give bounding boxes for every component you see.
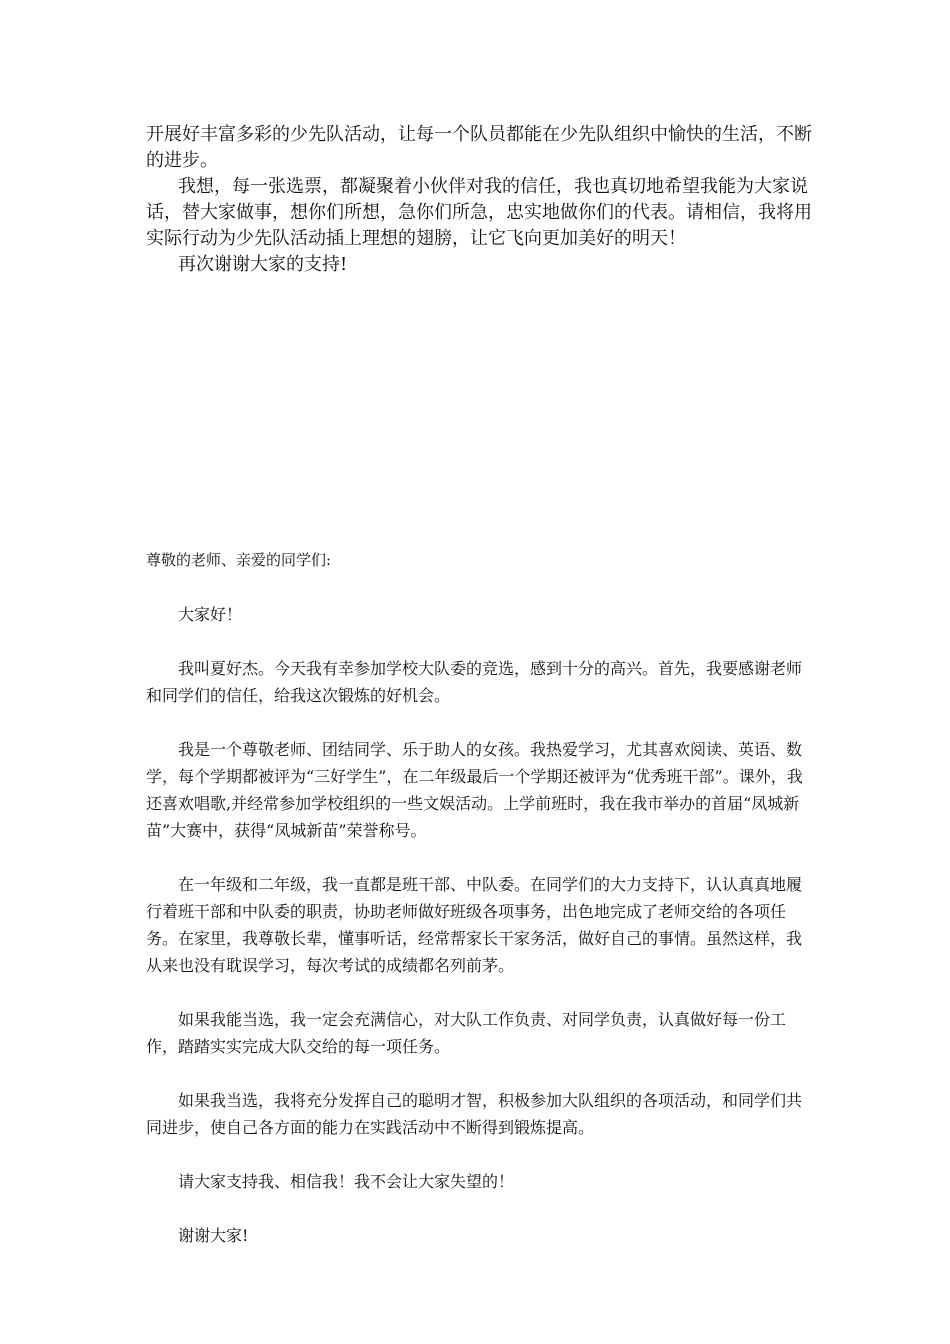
salutation: 尊敬的老师、亲爱的同学们: bbox=[146, 551, 332, 569]
paragraph-about-me: 我是一个尊敬老师、团结同学、乐于助人的女孩。我热爱学习，尤其喜欢阅读、英语、数学，每个学期都被评为“三好学生”，在二年级最后一个学期还被评为“优秀班干部”。课外，我还喜欢唱歌,并经常参加学校组织的一些文娱活动。上学前班时，我在我市举办的首届“凤城新苗”大赛中，获得“凤城新苗”荣誉称号。 bbox=[146, 740, 803, 840]
paragraph-plan: 如果我当选，我将充分发挥自己的聪明才智，积极参加大队组织的各项活动，和同学们共同进步，使自己各方面的能力在实践活动中不断得到锻炼提高。 bbox=[146, 1091, 803, 1137]
paragraph-thanks-again: 再次谢谢大家的支持! bbox=[178, 254, 348, 275]
paragraph-activities: 开展好丰富多彩的少先队活动，让每一个队员都能在少先队组织中愉快的生活，不断的进步。 bbox=[146, 124, 812, 171]
paragraph-votes: 我想，每一张选票，都凝聚着小伙伴对我的信任，我也真切地希望我能为大家说话，替大家做事，想你们所想，急你们所急，忠实地做你们的代表。请相信，我将用实际行动为少先队活动插上理想的翅膀，让它飞向更加美好的明天！ bbox=[146, 176, 812, 249]
paragraph-appeal: 请大家支持我、相信我！我不会让大家失望的！ bbox=[178, 1172, 515, 1191]
closing-thanks: 谢谢大家! bbox=[178, 1226, 249, 1245]
previous-speech-ending bbox=[146, 122, 814, 278]
paragraph-intro: 我叫夏好杰。今天我有幸参加学校大队委的竞选，感到十分的高兴。首先，我要感谢老师和同学们的信任，给我这次锻炼的好机会。 bbox=[146, 659, 803, 705]
paragraph-promise: 如果我能当选，我一定会充满信心，对大队工作负责、对同学负责，认真做好每一份工作，踏踏实实完成大队交给的每一项任务。 bbox=[146, 1010, 787, 1056]
campaign-speech bbox=[146, 547, 814, 1249]
greeting: 大家好！ bbox=[178, 605, 243, 624]
paragraph-experience: 在一年级和二年级，我一直都是班干部、中队委。在同学们的大力支持下，认认真真地履行着班干部和中队委的职责，协助老师做好班级各项事务，出色地完成了老师交给的各项任务。在家里，我尊敬长辈，懂事听话，经常帮家长干家务活，做好自己的事情。虽然这样，我从来也没有耽误学习，每次考试的成绩都名列前茅。 bbox=[146, 875, 803, 975]
